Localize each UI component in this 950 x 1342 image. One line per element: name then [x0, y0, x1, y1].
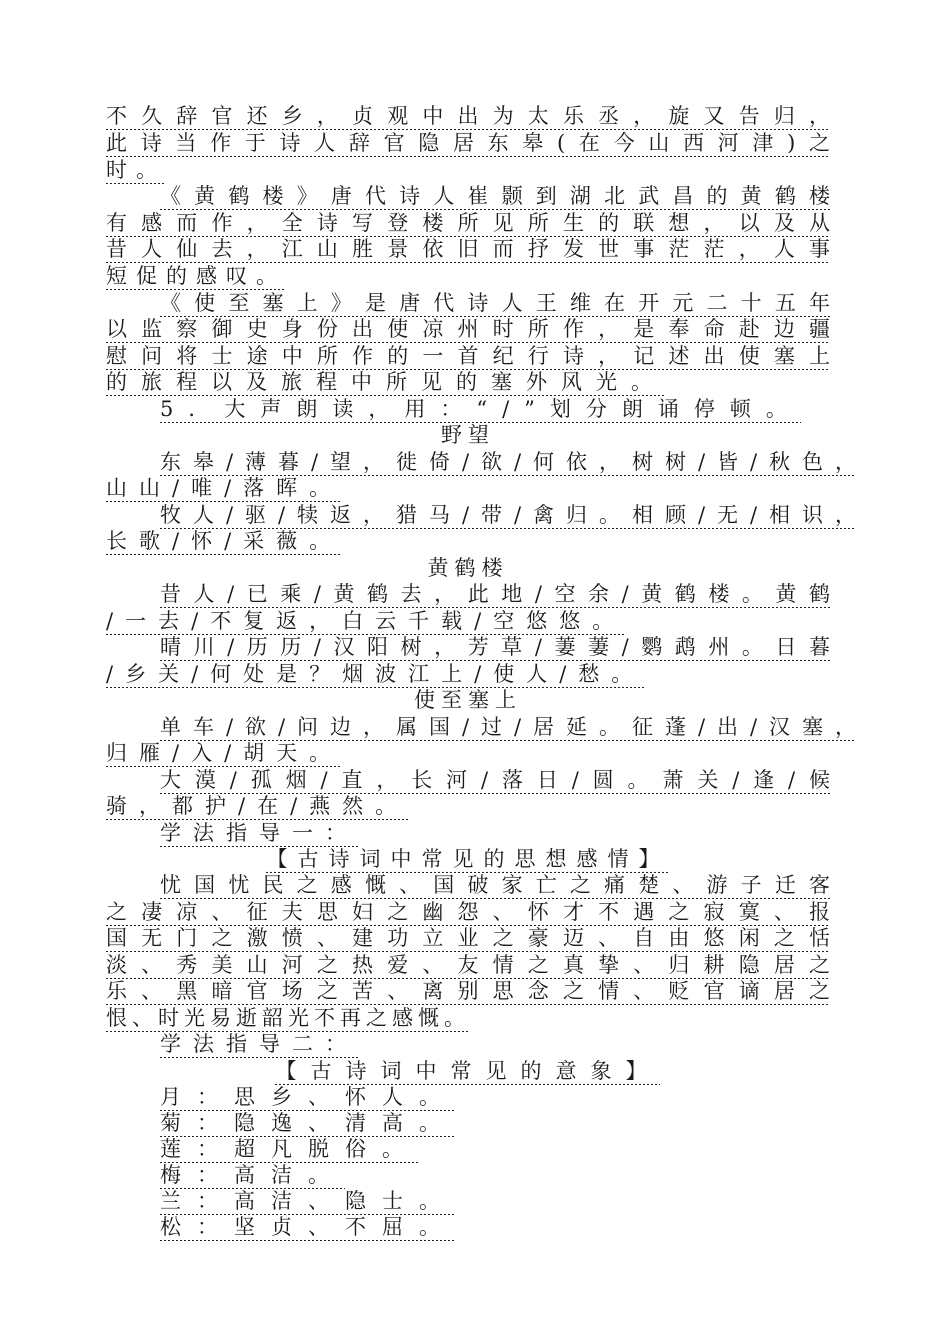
poem-title: 野望	[441, 423, 495, 447]
poem-line: 昔人/已乘/黄鹤去，此地/空余/黄鹤楼。黄鹤	[160, 582, 830, 606]
imagery-item: 松：坚贞、不屈。	[160, 1215, 456, 1239]
text-line: 《黄鹤楼》唐代诗人崔颢到湖北武昌的黄鹤楼	[160, 184, 830, 208]
poem-line: /一去/不复返，白云千载/空悠悠。	[106, 609, 626, 633]
text-line: 乐、黑暗官场之苦、离别思念之情、贬官谪居之	[106, 979, 830, 1003]
text-line: 昔人仙去，江山胜景依旧而抒发世事茫茫，人事	[106, 237, 830, 261]
task-instruction: 5．大声朗读，用：“/”划分朗诵停顿。	[160, 397, 802, 421]
poem-line: 单车/欲/问边，属国/过/居延。征蓬/出/汉塞，	[160, 715, 856, 739]
poem-line: 晴川/历历/汉阳树，芳草/萋萋/鹦鹉州。日暮	[160, 635, 830, 659]
guide-label: 学法指导二：	[160, 1032, 358, 1056]
imagery-item: 月：思乡、怀人。	[160, 1085, 456, 1109]
poem-line: 山山/唯/落晖。	[106, 476, 343, 500]
imagery-item: 梅：高洁。	[160, 1163, 345, 1187]
text-line: 之凄凉、征夫思妇之幽怨、怀才不遇之寂寞、报	[106, 900, 830, 924]
imagery-item: 莲：超凡脱俗。	[160, 1137, 419, 1161]
poem-line: 骑，都护/在/燕然。	[106, 794, 409, 818]
poem-line: 东皋/薄暮/望，徙倚/欲/何依，树树/皆/秋色，	[160, 450, 856, 474]
imagery-item: 兰：高洁、隐士。	[160, 1189, 456, 1213]
text-line: 国无门之激愤、建功立业之豪迈、自由悠闲之恬	[106, 926, 830, 950]
poem-title: 使至塞上	[414, 688, 522, 712]
text-line: 淡、秀美山河之热爱、友情之真挚、归耕隐居之	[106, 953, 830, 977]
text-line: 的旅程以及旅程中所见的塞外风光。	[106, 370, 666, 394]
text-line: 时。	[106, 158, 166, 182]
poem-line: 大漠/孤烟/直，长河/落日/圆。萧关/逢/候	[160, 768, 830, 792]
text-line: 恨、时光易逝韶光不再之感慨。	[106, 1006, 470, 1030]
text-line: 慰问将士途中所作的一首纪行诗，记述出使塞上	[106, 344, 830, 368]
text-line: 短促的感叹。	[106, 264, 286, 288]
text-line: 忧国忧民之感慨、国破家亡之痛楚、游子迁客	[160, 873, 830, 897]
guide-label: 学法指导一：	[160, 821, 358, 845]
text-line: 有感而作，全诗写登楼所见所生的联想，以及从	[106, 211, 830, 235]
guide-heading: 【古诗词中常见的思想感情】	[266, 847, 670, 871]
poem-line: 长歌/怀/采薇。	[106, 529, 343, 553]
poem-line: 归雁/入/胡天。	[106, 741, 343, 765]
text-line: 以监察御史身份出使凉州时所作，是奉命赴边疆	[106, 317, 830, 341]
guide-heading: 【古诗词中常见的意象】	[275, 1059, 661, 1083]
text-line: 《使至塞上》是唐代诗人王维在开元二十五年	[160, 291, 830, 315]
imagery-item: 菊：隐逸、清高。	[160, 1111, 456, 1135]
poem-line: /乡关/何处是？烟波江上/使人/愁。	[106, 662, 645, 686]
text-line: 此诗当作于诗人辞官隐居东皋(在今山西河津)之	[106, 131, 830, 155]
poem-line: 牧人/驱/犊返，猎马/带/禽归。相顾/无/相识，	[160, 503, 856, 527]
poem-title: 黄鹤楼	[427, 556, 509, 580]
text-line: 不久辞官还乡，贞观中出为太乐丞，旋又告归，	[106, 104, 830, 128]
